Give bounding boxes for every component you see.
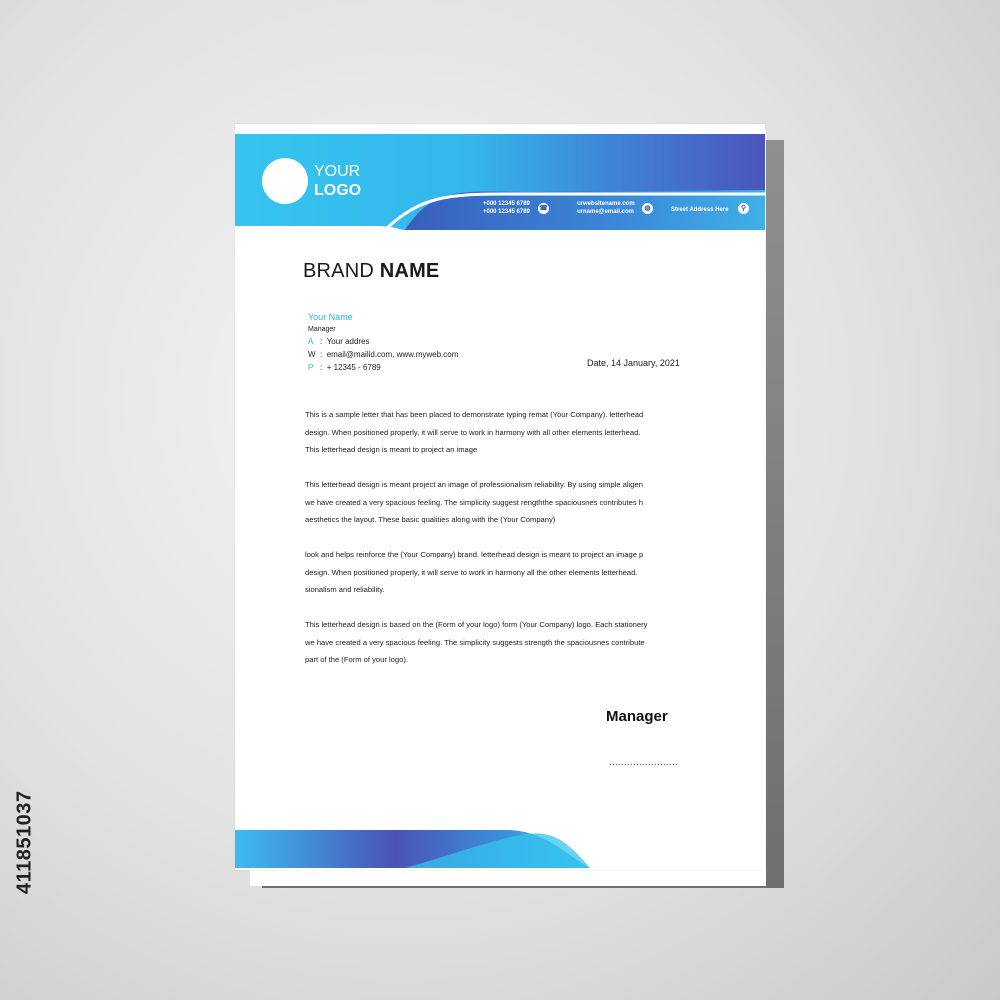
p2-line3: aesthetics the layout. These basic qualities along with the (Your Company) — [305, 515, 556, 524]
address-sep: : — [320, 337, 323, 346]
phone-key: P — [308, 363, 314, 372]
paragraph-4 — [305, 616, 697, 669]
p3-line3: sionalism and reliability. — [305, 585, 385, 594]
footer-banner — [235, 824, 765, 870]
header-address: Street Address Here — [671, 207, 729, 213]
signature-title: Manager — [606, 708, 668, 725]
sender-phone-row — [308, 361, 458, 374]
phone-sep: : — [320, 363, 323, 372]
sender-name: Your Name — [308, 312, 353, 322]
header-phones — [483, 200, 530, 216]
sender-web-row — [308, 348, 458, 361]
paragraph-1 — [305, 406, 697, 459]
p1-line1: This is a sample letter that has been placed to demonstrate typing remat (Your Company). letterhead — [305, 410, 644, 419]
letter-body — [305, 406, 697, 686]
p3-line1: look and helps reinforce the (Your Company) brand. letterhead design is meant to project an image p — [305, 550, 644, 559]
letterhead-page — [235, 124, 765, 870]
phone-line-2: +000 12345 6789 — [483, 209, 530, 215]
p2-line2: we have created a very spacious feeling. The simplicity suggest rengththe spaciousnes contributes h — [305, 497, 643, 507]
web-line-2: urname@email.com — [577, 209, 634, 215]
paragraph-3 — [305, 546, 697, 599]
sender-role: Manager — [308, 326, 336, 333]
web-line-1: urwebsitename.com — [577, 201, 635, 207]
sender-phone: + 12345 - 6789 — [326, 363, 381, 372]
web-sep: : — [320, 350, 323, 359]
p2-line1: This letterhead design is meant project an image of professionalism reliability. By using simple aligen — [305, 480, 643, 489]
phone-icon: ☎ — [539, 205, 548, 212]
brand-part2: NAME — [379, 260, 440, 282]
header-web — [577, 200, 635, 216]
brand-part1: BRAND — [303, 260, 375, 282]
sender-address: Your addres — [326, 337, 370, 346]
p4-line3: part of the (Form of your logo). — [305, 655, 408, 664]
web-key: W — [308, 350, 316, 359]
p1-line3: This letterhead design is meant to project an image — [305, 445, 478, 454]
signature-line: ....................... — [609, 757, 679, 767]
brand-name — [303, 260, 439, 283]
address-key: A — [308, 337, 314, 346]
letter-date: Date, 14 January, 2021 — [587, 358, 680, 368]
location-pin-icon: ⚲ — [738, 203, 749, 214]
logo-line2: LOGO — [314, 182, 362, 199]
logo-line1: YOUR — [314, 163, 361, 180]
p4-line1: This letterhead design is based on the (Form of your logo) form (Your Company) logo. Each stationery — [305, 620, 648, 629]
p4-line2: we have created a very spacious feeling. The simplicity suggests strength the spaciousnes contribute — [305, 637, 645, 647]
stock-image-id: 411851037 — [13, 790, 36, 894]
sender-address-row — [308, 335, 458, 348]
logo-text — [314, 162, 361, 200]
paragraph-2 — [305, 476, 697, 529]
phone-line-1: +000 12345 6789 — [483, 201, 530, 207]
sender-block — [308, 310, 458, 374]
sender-web: email@mailid.com, www.myweb.com — [326, 350, 459, 359]
logo-circle — [262, 158, 308, 204]
globe-icon: ◍ — [642, 203, 653, 214]
p1-line2: design. When positioned properly, it will serve to work in harmony with all other elements letterhead. — [305, 427, 641, 437]
p3-line2: design. When positioned properly, it will serve to work in harmony all the other elements letterhead. — [305, 567, 638, 577]
